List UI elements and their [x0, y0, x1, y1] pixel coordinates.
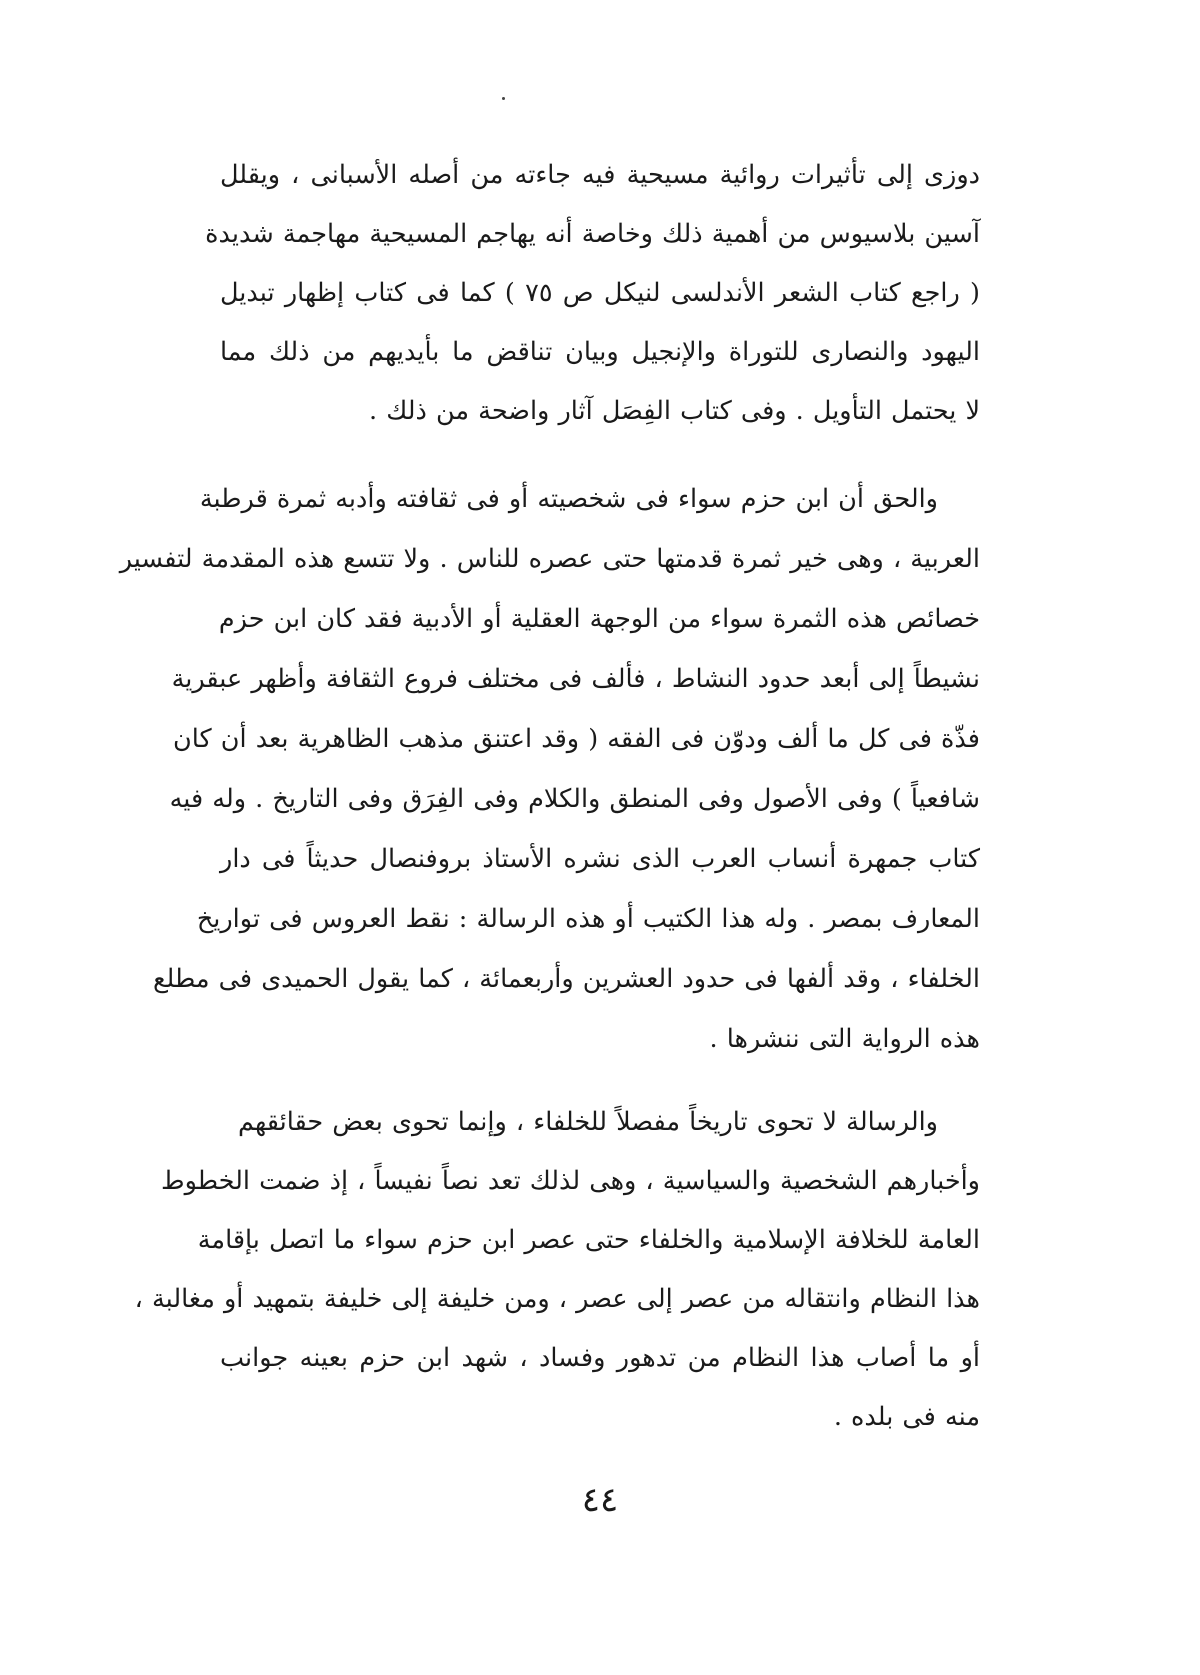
text-line: هذا النظام وانتقاله من عصر إلى عصر ، ومن خليفة إلى خليفة بتمهيد أو مغالبة ، [134, 1284, 980, 1314]
text-line: لا يحتمل التأويل . وفى كتاب الفِصَل آثار واضحة من ذلك . [369, 396, 980, 426]
text-line: وأخبارهم الشخصية والسياسية ، وهى لذلك تعد نصاً نفيساً ، إذ ضمت الخطوط [160, 1166, 980, 1196]
text-line: فذّة فى كل ما ألف ودوّن فى الفقه ( وقد اعتنق مذهب الظاهرية بعد أن كان [173, 724, 980, 754]
text-line: دوزى إلى تأثيرات روائية مسيحية فيه جاءته من أصله الأسبانى ، ويقلل [220, 160, 980, 190]
text-line: شافعياً ) وفى الأصول وفى المنطق والكلام وفى الفِرَق وفى التاريخ . وله فيه [169, 784, 980, 814]
text-line: اليهود والنصارى للتوراة والإنجيل وبيان تناقض ما بأيديهم من ذلك مما [220, 337, 980, 367]
paragraph-3 [134, 1093, 980, 1453]
text-line: والرسالة لا تحوى تاريخاً مفصلاً للخلفاء ، وإنما تحوى بعض حقائقهم [238, 1107, 938, 1137]
text-line: ( راجع كتاب الشعر الأندلسى لنيكل ص ٧٥ ) كما فى كتاب إظهار تبديل [220, 278, 980, 308]
text-line: خصائص هذه الثمرة سواء من الوجهة العقلية أو الأدبية فقد كان ابن حزم [218, 604, 980, 634]
text-line: هذه الرواية التى ننشرها . [709, 1024, 980, 1054]
text-line: نشيطاً إلى أبعد حدود النشاط ، فألف فى مختلف فروع الثقافة وأظهر عبقرية [171, 664, 980, 694]
text-line: كتاب جمهرة أنساب العرب الذى نشره الأستاذ بروفنصال حديثاً فى دار [220, 844, 980, 874]
text-line: الخلفاء ، وقد ألفها فى حدود العشرين وأربعمائة ، كما يقول الحميدى فى مطلع [152, 964, 980, 994]
text-line: آسين بلاسيوس من أهمية ذلك وخاصة أنه يهاجم المسيحية مهاجمة شديدة [205, 219, 980, 249]
print-speck [502, 97, 505, 100]
text-line: أو ما أصاب هذا النظام من تدهور وفساد ، شهد ابن حزم بعينه جوانب [220, 1343, 980, 1373]
text-line: المعارف بمصر . وله هذا الكتيب أو هذه الرسالة : نقط العروس فى تواريخ [196, 904, 980, 934]
paragraph-2 [119, 470, 980, 1070]
paragraph-1 [205, 146, 980, 446]
text-line: العربية ، وهى خير ثمرة قدمتها حتى عصره للناس . ولا تتسع هذه المقدمة لتفسير [119, 544, 980, 574]
text-line: منه فى بلده . [833, 1402, 980, 1432]
page-number: ٤٤ [581, 1480, 619, 1520]
text-line: العامة للخلافة الإسلامية والخلفاء حتى عصر ابن حزم سواء ما اتصل بإقامة [197, 1225, 980, 1255]
text-line: والحق أن ابن حزم سواء فى شخصيته أو فى ثقافته وأدبه ثمرة قرطبة [199, 484, 938, 514]
